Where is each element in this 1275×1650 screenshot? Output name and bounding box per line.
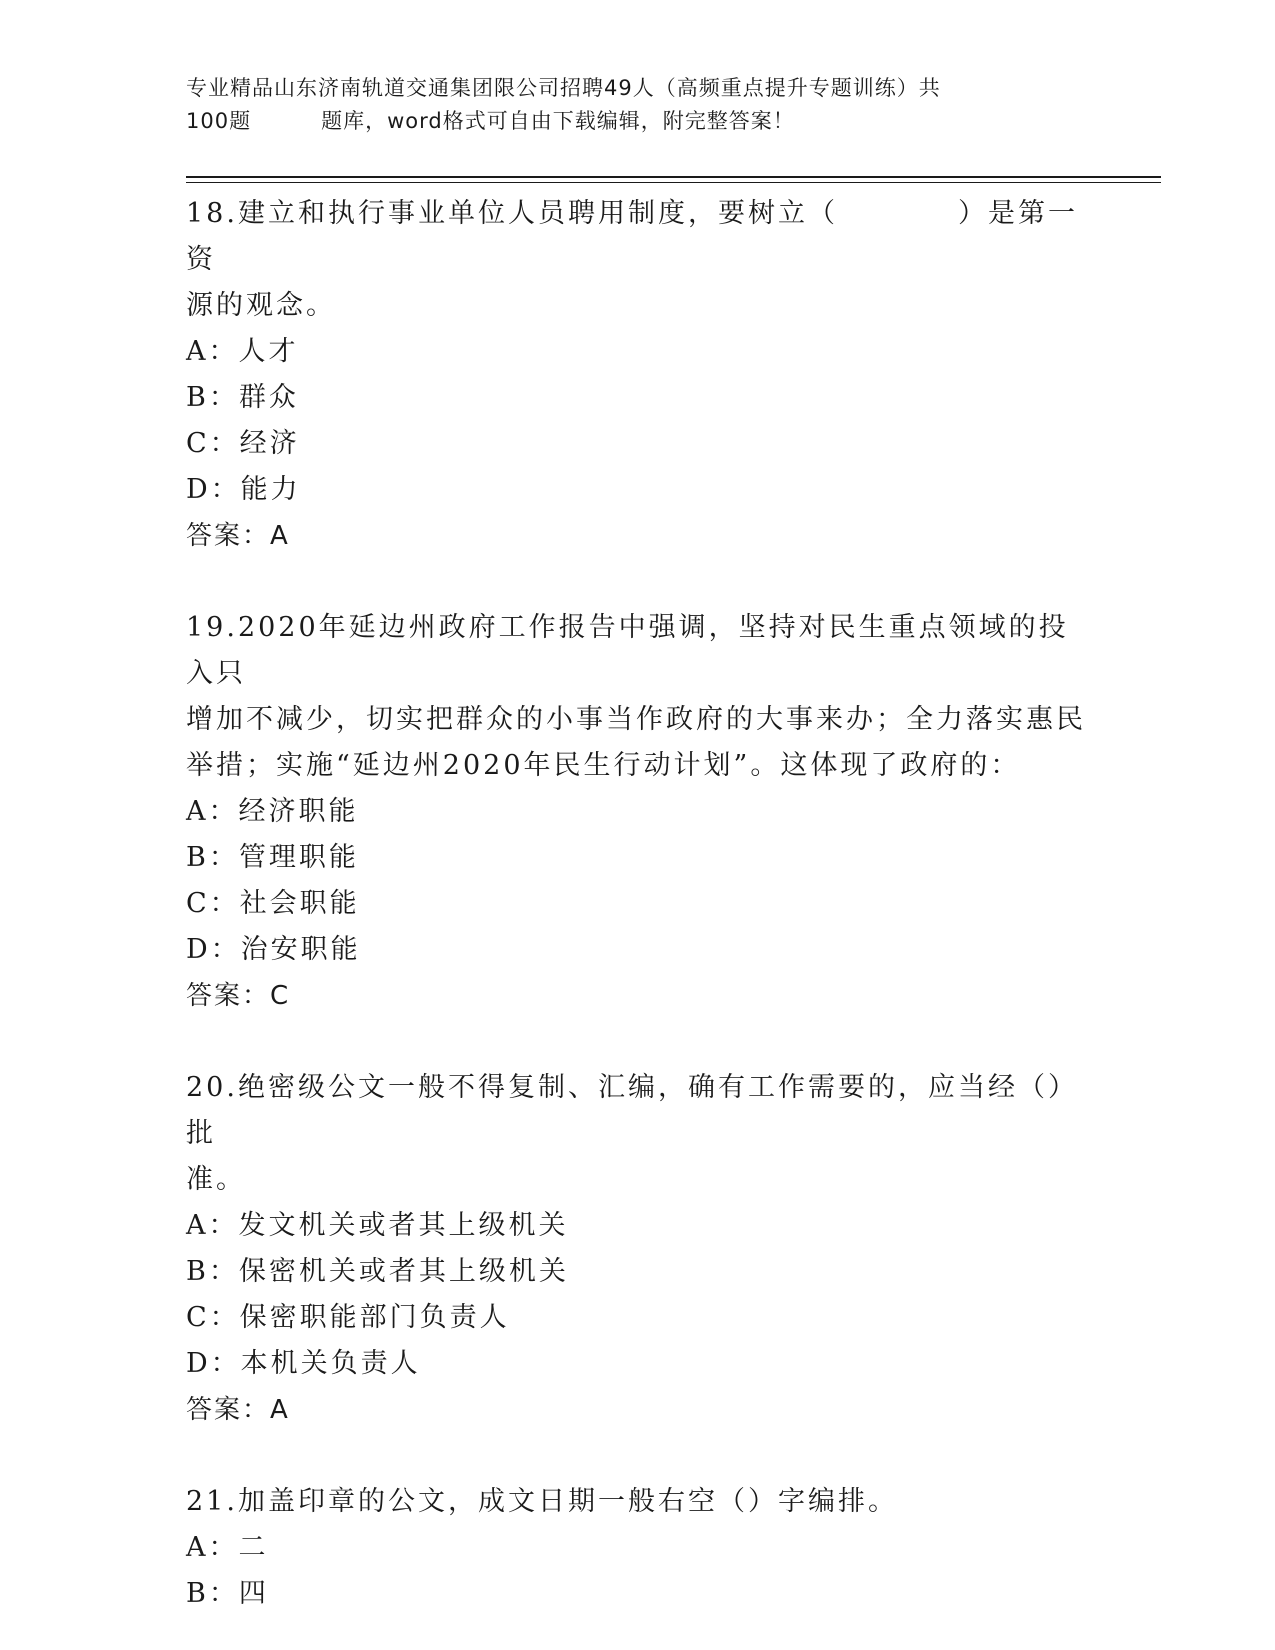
option-c: C：经济 (186, 428, 300, 459)
header-divider-thin (186, 182, 1161, 183)
question-list (186, 191, 1086, 1617)
option-c: C：社会职能 (186, 888, 360, 919)
header-divider-thick (186, 176, 1161, 178)
question-19 (186, 605, 1086, 1019)
header-line-2 (186, 105, 1086, 138)
option-d: D：治安职能 (186, 934, 361, 965)
question-spacer (186, 1433, 1086, 1479)
question-text-part: 18.建立和执行事业单位人员聘用制度，要树立（ (186, 198, 838, 229)
option-b: B：四 (186, 1578, 269, 1609)
question-text: 准。 (186, 1164, 246, 1195)
option-b: B：管理职能 (186, 842, 359, 873)
question-text: 21.加盖印章的公文，成文日期一般右空（）字编排。 (186, 1486, 898, 1517)
option-b: B：保密机关或者其上级机关 (186, 1256, 569, 1287)
option-c: C：保密职能部门负责人 (186, 1302, 510, 1333)
question-text: 20.绝密级公文一般不得复制、汇编，确有工作需要的，应当经（）批 (186, 1072, 1078, 1149)
answer: 答案：A (186, 521, 290, 551)
question-text: 增加不减少，切实把群众的小事当作政府的大事来办；全力落实惠民 (186, 704, 1086, 735)
option-d: D：本机关负责人 (186, 1348, 421, 1379)
option-d: D：能力 (186, 474, 301, 505)
option-a: A：二 (186, 1532, 269, 1563)
option-a: A：发文机关或者其上级机关 (186, 1210, 569, 1241)
question-text: 19.2020年延边州政府工作报告中强调，坚持对民生重点领域的投入只 (186, 612, 1069, 689)
answer: 答案：C (186, 981, 291, 1011)
header-description: 题库，word格式可自由下载编辑，附完整答案！ (321, 109, 795, 133)
question-20 (186, 1065, 1086, 1433)
question-spacer (186, 1019, 1086, 1065)
option-b: B：群众 (186, 382, 299, 413)
header-count: 100题 (186, 109, 252, 133)
header-line-1: 专业精品山东济南轨道交通集团限公司招聘49人（高频重点提升专题训练）共 (186, 76, 941, 100)
question-21 (186, 1479, 1086, 1617)
question-text-part: ）是第一资 (186, 198, 1078, 275)
question-text (186, 191, 1086, 283)
option-a: A：经济职能 (186, 796, 359, 827)
document-header (186, 72, 1086, 138)
question-spacer (186, 559, 1086, 605)
question-18 (186, 191, 1086, 559)
option-a: A：人才 (186, 336, 299, 367)
question-text: 举措；实施“延边州2020年民生行动计划”。这体现了政府的： (186, 750, 1021, 781)
question-text: 源的观念。 (186, 290, 336, 321)
answer: 答案：A (186, 1395, 290, 1425)
